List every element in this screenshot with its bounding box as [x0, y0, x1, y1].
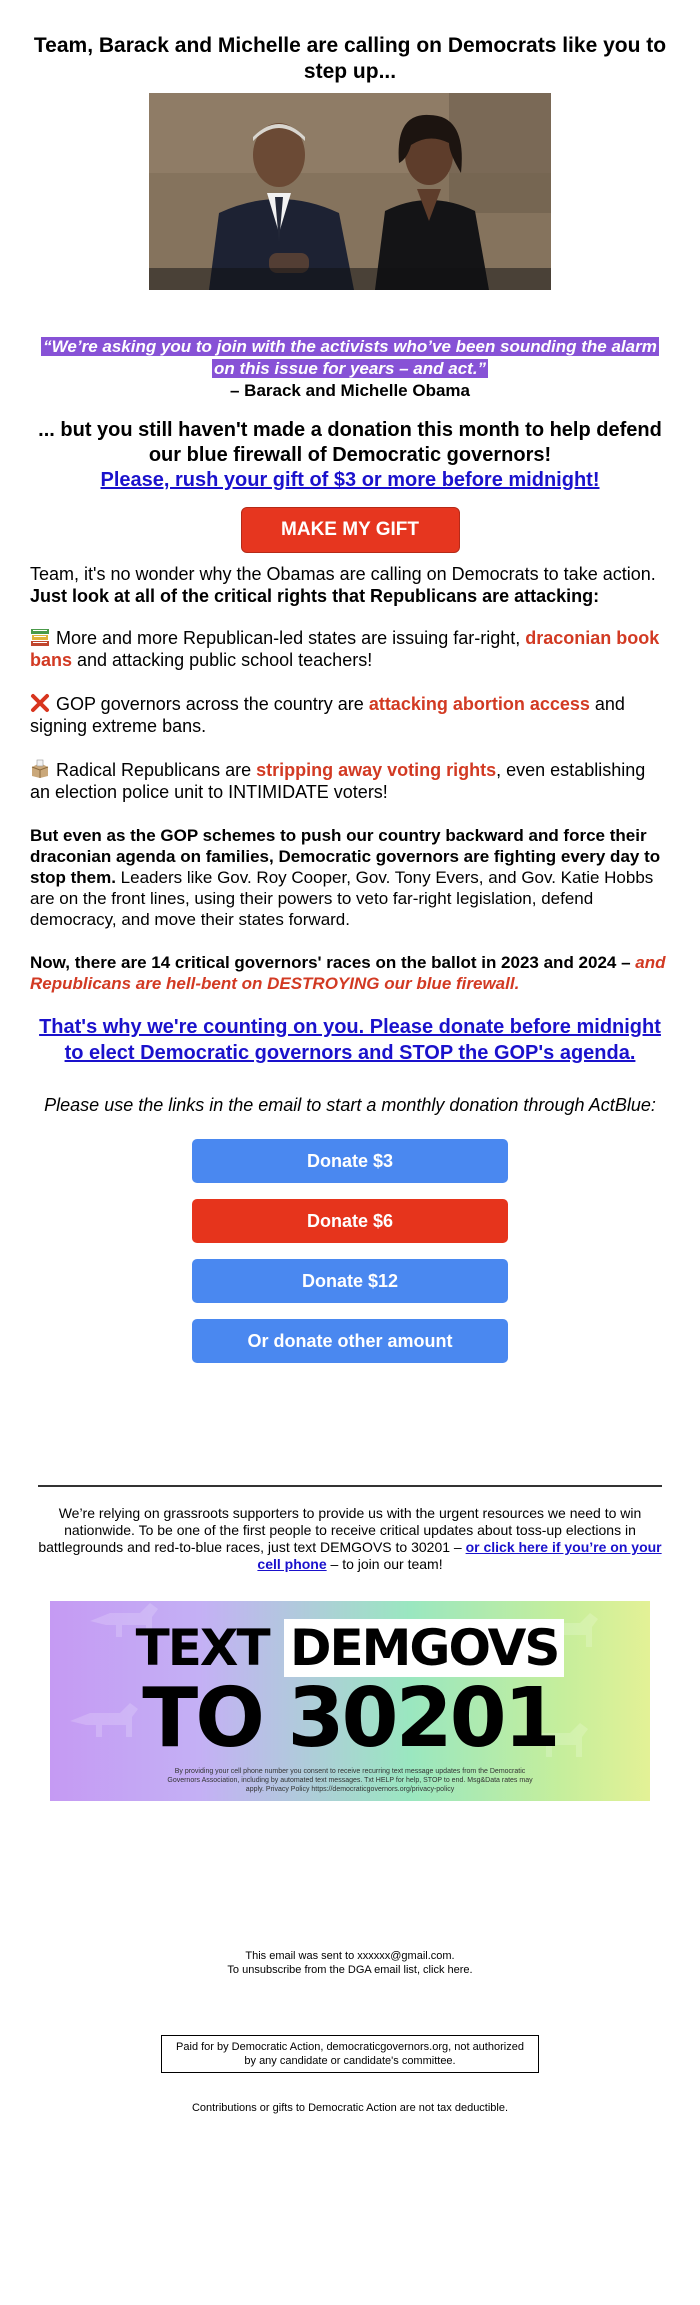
bullet-text-end: and attacking public school teachers!: [72, 650, 373, 670]
cross-mark-icon: [30, 693, 50, 713]
bullet-text: More and more Republican-led states are issuing far-right,: [56, 628, 526, 648]
donate-3-button[interactable]: Donate $3: [192, 1139, 508, 1183]
bullet-highlight: draconian book bans: [30, 628, 660, 670]
races-red: and Republicans are hell-bent on DESTROYING our blue firewall.: [30, 953, 666, 993]
footer-text-after: – to join our team!: [326, 1556, 443, 1572]
donate-before-midnight-link[interactable]: That's why we're counting on you. Please donate before midnight to elect Democratic governors and STOP the GOP's agenda.: [39, 1016, 661, 1064]
obamas-illustration: [149, 93, 551, 290]
donate-6-button[interactable]: Donate $6: [192, 1199, 508, 1243]
banner-keyword: DEMGOVS: [284, 1619, 564, 1677]
footer-text-before: We’re relying on grassroots supporters to provide us with the urgent resources we need to win nationwide. To be one of the first people to receive critical updates about toss-up elections in battlegrounds and red-to-blue races, just text DEMGOVS to 30201 –: [38, 1505, 642, 1555]
quote-attribution: – Barack and Michelle Obama: [230, 381, 470, 400]
bullet-text: Radical Republicans are: [56, 760, 257, 780]
spacer: [30, 1801, 670, 1949]
races-bold: Now, there are 14 critical governors' races on the ballot in 2023 and 2024 –: [30, 953, 636, 972]
donate-other-amount-button[interactable]: Or donate other amount: [192, 1319, 508, 1363]
headline: Team, Barack and Michelle are calling on Democrats like you to step up...: [33, 34, 667, 83]
email-body: [30, 0, 670, 2115]
fight-plain: Leaders like Gov. Roy Cooper, Gov. Tony Evers, and Gov. Katie Hobbs are on the front lines, using their powers to veto far-right legislation, defend democracy, and move their states forward.: [30, 868, 654, 929]
fight-paragraph: [30, 825, 670, 930]
donate-buttons: [30, 1139, 670, 1363]
cell-phone-link[interactable]: or click here if you’re on your cell phone: [257, 1539, 662, 1572]
obamas-photo: [149, 93, 551, 290]
bullet-voting: [30, 759, 670, 803]
bullet-highlight: stripping away voting rights: [256, 760, 497, 780]
text-demgovs-banner[interactable]: [50, 1601, 650, 1801]
quote-block: [30, 336, 670, 402]
fight-bold: But even as the GOP schemes to push our country backward and force their draconian agenda on families, Democratic governors are fighting every day to stop them.: [30, 826, 661, 887]
email-notice: [30, 1949, 670, 1977]
banner-line-1: [50, 1619, 650, 1677]
bullet-book-bans: [30, 627, 670, 671]
donation-reminder: [30, 418, 670, 493]
counting-on-you: [30, 1014, 670, 1066]
intro-paragraph: [30, 563, 670, 607]
rush-gift-link[interactable]: Please, rush your gift of $3 or more before midnight!: [100, 469, 600, 491]
bullet-highlight: attacking abortion access: [368, 694, 590, 714]
paid-for-box: Paid for by Democratic Action, democraticgovernors.org, not authorized by any candidate or candidate's committee.: [161, 2035, 539, 2073]
spacer: [30, 1977, 670, 2035]
ballot-box-icon: [30, 759, 50, 779]
bullet-text-end: , even establishing an election police unit to INTIMIDATE voters!: [30, 760, 646, 802]
obama-quote: “We’re asking you to join with the activists who’ve been sounding the alarm on this issue for years – and act.”: [43, 337, 657, 378]
grassroots-footer: [30, 1505, 670, 1573]
banner-line-2: TO 30201: [142, 1671, 558, 1766]
make-my-gift-button[interactable]: MAKE MY GIFT: [241, 507, 460, 553]
banner-text-word: TEXT: [135, 1619, 269, 1677]
unsubscribe-text[interactable]: To unsubscribe from the DGA email list, click here.: [227, 1964, 473, 1976]
tax-disclaimer: Contributions or gifts to Democratic Action are not tax deductible.: [191, 2102, 509, 2114]
books-icon: [30, 627, 50, 647]
races-paragraph: [30, 952, 670, 994]
banner-fine-print: By providing your cell phone number you consent to receive recurring text message updates from the Democratic Governors Association, including by automated text messages. Txt HELP for help, STOP to end. Msg&Data rates may apply. Privacy Policy https://democraticgovernors.org/privacy-policy: [167, 1768, 533, 1793]
bullet-text: GOP governors across the country are: [56, 694, 369, 714]
donate-12-button[interactable]: Donate $12: [192, 1259, 508, 1303]
bullet-text-end: and signing extreme bans.: [30, 694, 625, 736]
email-sent-to: This email was sent to xxxxxx@gmail.com.: [245, 1950, 455, 1962]
intro-bold: Just look at all of the critical rights that Republicans are attacking:: [30, 586, 600, 606]
bullet-abortion: [30, 693, 670, 737]
spacer: [30, 1363, 670, 1485]
footer-divider: [38, 1485, 662, 1487]
monthly-donation-note: Please use the links in the email to start a monthly donation through ActBlue:: [44, 1095, 656, 1115]
donation-reminder-text: ... but you still haven't made a donation this month to help defend our blue firewall of Democratic governors!: [38, 419, 662, 466]
intro-plain: Team, it's no wonder why the Obamas are calling on Democrats to take action.: [30, 564, 656, 584]
